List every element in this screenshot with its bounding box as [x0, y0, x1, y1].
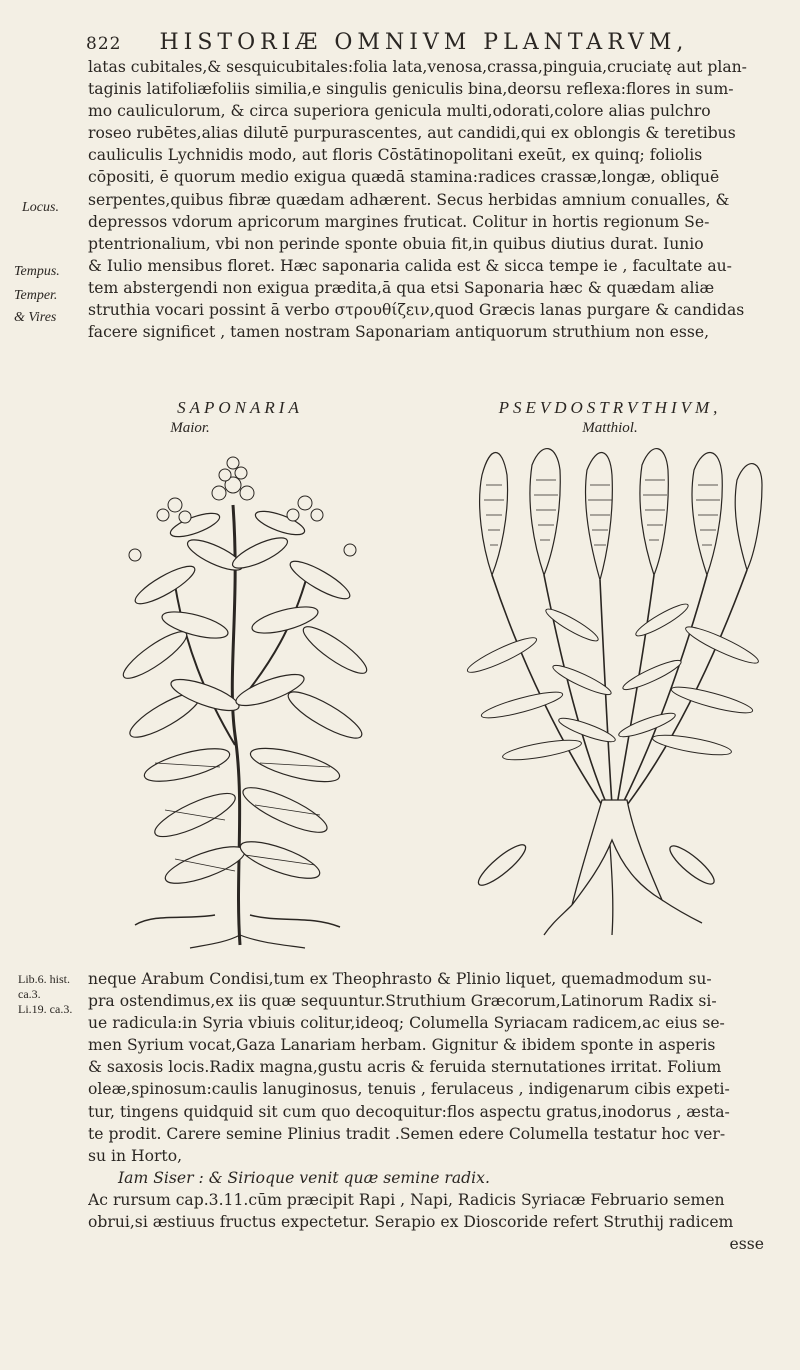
margin-note-vires: & Vires [14, 310, 57, 325]
side-ref-1: Lib.6. hist. [18, 972, 71, 986]
running-title: HISTORIÆ OMNIVM PLANTARVM, [159, 30, 689, 55]
page-number: 822 [86, 34, 122, 54]
text-line: cōpositi, ē quorum medio exigua quædā stamina:radices crassæ,longæ, obliquē [88, 168, 720, 187]
text-line: te prodit. Carere semine Plinius tradit .Semen edere Columella testatur hoc ver- [88, 1124, 726, 1143]
text-line: oleæ,spinosum:caulis lanuginosus, tenuis , ferulaceus , indigenarum cibis expeti- [88, 1080, 730, 1099]
text-line: tur, tingens quidquid sit cum quo decoquitur:flos aspectu gratus,inodorus , æsta- [88, 1102, 730, 1121]
running-header [86, 30, 726, 54]
margin-note-temper: Temper. [14, 288, 58, 303]
text-line: serpentes,quibus fibræ quædam adhærent. Secus herbidas amnium conualles, & [88, 190, 730, 209]
text-line: ptentrionalium, vbi non perinde sponte obuia fit,in quibus diutius durat. Iunio [88, 234, 704, 253]
text-line: mo cauliculorum, & circa superiora genicula multi,odorati,colore alias pulchro [88, 102, 711, 121]
verse-quote: Iam Siser : & Sirioque venit quæ semine radix. [118, 1168, 490, 1187]
text-line: taginis latifoliæfoliis similia,e singulis geniculis bina,deorsu reflexa:flores in sum- [88, 80, 734, 99]
text-line: Ac rursum cap.3.11.cūm præcipit Rapi , Napi, Radicis Syriacæ Februario semen [88, 1190, 725, 1209]
margin-note-tempus: Tempus. [14, 264, 60, 279]
text-line: neque Arabum Condisi,tum ex Theophrasto & Plinio liquet, quemadmodum su- [88, 970, 712, 988]
text-line: men Syrium vocat,Gaza Lanariam herbam. Gignitur & ibidem sponte in asperis [88, 1036, 716, 1055]
text-line: & Iulio mensibus floret. Hæc saponaria calida est & sicca tempe ie , facultate au- [88, 256, 732, 275]
text-line: struthia vocari possint ā verbo στρουθίζειν,quod Græcis lanas purgare & candidas [88, 301, 745, 320]
side-ref-3: Li.19. ca.3. [18, 1002, 73, 1016]
text-line: roseo rubētes,alias dilutē purpurascentes, aut candidi,qui ex oblongis & teretibus [88, 124, 736, 143]
text-line: & saxosis locis.Radix magna,gustu acris & feruida sternutationes irritat. Folium [88, 1058, 722, 1077]
top-paragraph [88, 56, 764, 343]
text-line: latas cubitales,& sesquicubitales:folia lata,venosa,crassa,pinguia,cruciatę aut plan- [88, 58, 747, 76]
text-line: cauliculis Lychnidis modo, aut floris Cōstātinopolitani exeūt, ex quinq; foliolis [88, 146, 703, 165]
figure-right-caption: PSEVDOSTRVTHIVM, [498, 398, 722, 417]
margin-note-locus: Locus. [22, 200, 59, 215]
catchword: esse [729, 1235, 764, 1254]
text-line: tem abstergendi non exigua prædita,ā qua etsi Saponaria hæc & quædam aliæ [88, 278, 715, 297]
text-line: facere significet , tamen nostram Saponariam antiquorum struthium non esse, [88, 323, 710, 342]
text-line: ue radicula:in Syria vbiuis colitur,ideoq; Columella Syriacam radicem,ac eius se- [88, 1014, 725, 1033]
text-line: su in Horto, [88, 1146, 183, 1165]
text-line: depressos vdorum apricorum margines fruticat. Colitur in hortis regionum Se- [88, 212, 710, 231]
text-line: obrui,si æstiuus fructus expectetur. Serapio ex Dioscoride refert Struthij radicem [88, 1213, 734, 1232]
bottom-paragraph [88, 968, 764, 1255]
saponaria-woodcut [95, 445, 395, 950]
figure-right-subtitle: Matthiol. [582, 420, 638, 436]
figure-left-caption: SAPONARIA [177, 398, 303, 417]
pseudostruthium-woodcut [462, 445, 772, 940]
side-ref-2: ca.3. [18, 987, 41, 1001]
text-line: pra ostendimus,ex iis quæ sequuntur.Struthium Græcorum,Latinorum Radix si- [88, 992, 717, 1011]
figure-left-subtitle: Maior. [170, 420, 210, 436]
